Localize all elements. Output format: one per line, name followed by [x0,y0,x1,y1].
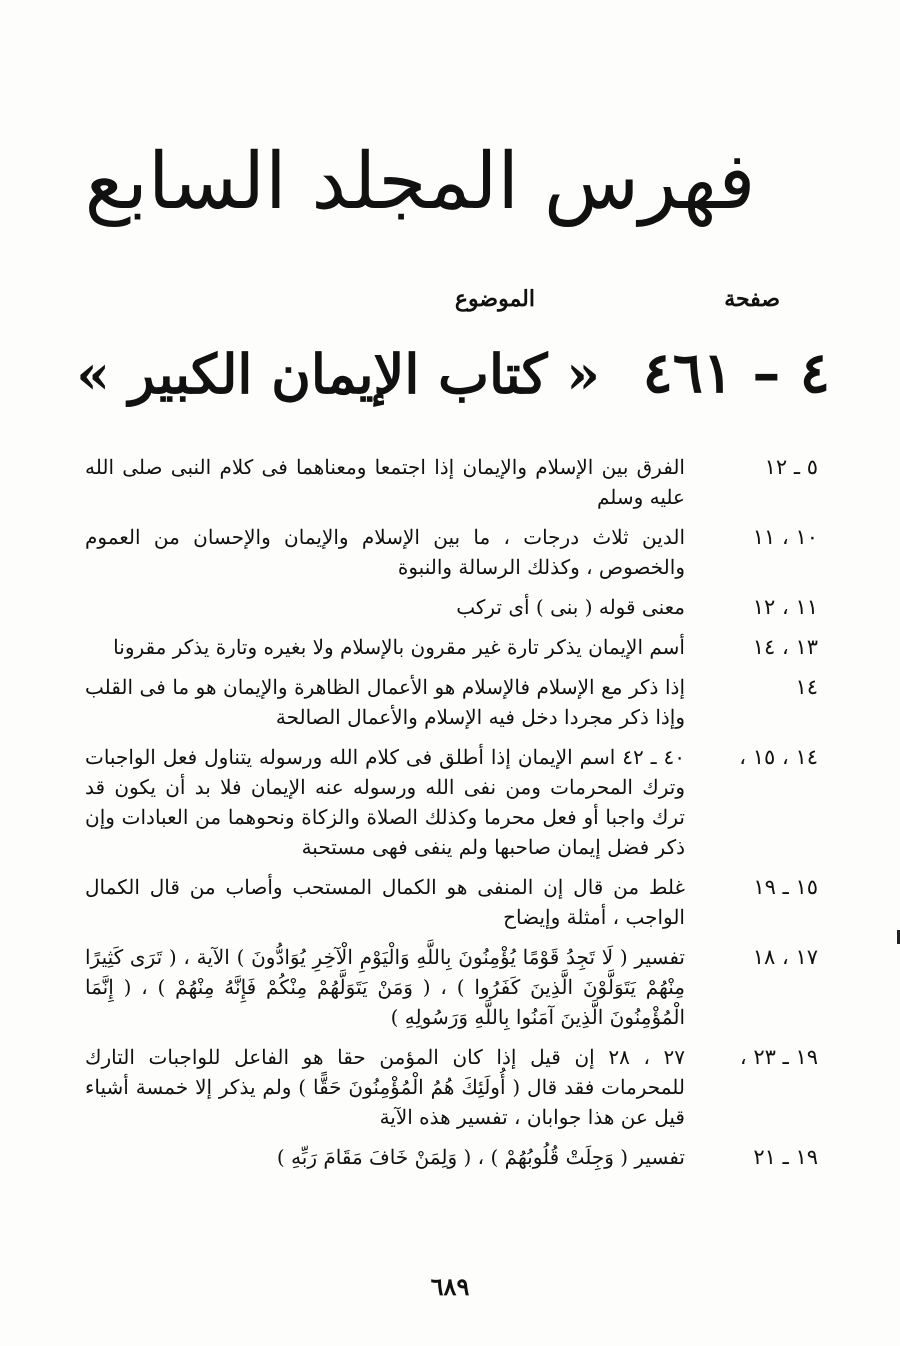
page-number: ٦٨٩ [430,1272,470,1301]
index-entry [0,452,900,512]
book-page-range: ٤ – ٤٦١ [642,340,830,406]
index-entry [0,672,900,732]
index-entry [0,872,900,932]
index-entry [0,592,900,622]
entry-pages: ١٤ ، ١٥ ، [739,745,818,769]
entry-pages: ٥ ـ ١٢ [764,455,818,479]
entry-pages: ١٩ ـ ٢٣ ، [739,1045,818,1069]
entry-topic: الدين ثلاث درجات ، ما بين الإسلام والإيمان والإحسان من العموم والخصوص ، وكذلك الرسالة والنبوة [85,525,685,579]
entry-topic: تفسير ( وَجِلَتْ قُلُوبُهُمْ ) ، ( وَلِمَنْ خَافَ مَقَامَ رَبِّهِ ) [276,1145,685,1169]
entry-pages: ١٤ [795,675,818,699]
entry-topic: غلط من قال إن المنفى هو الكمال المستحب وأصاب من قال الكمال الواجب ، أمثلة وإيضاح [85,875,685,929]
book-title: « كتاب الإيمان الكبير » [76,342,600,406]
index-entry [0,942,900,1032]
entry-topic: أسم الإيمان يذكر تارة غير مقرون بالإسلام ولا بغيره وتارة يذكر مقرونا [113,635,685,659]
index-entry [0,742,900,862]
index-entry [0,522,900,582]
index-entry [0,1042,900,1132]
entry-pages: ١٧ ، ١٨ [752,945,818,969]
entry-topic: ٤٠ ـ ٤٢ اسم الإيمان إذا أطلق فى كلام الله ورسوله يتناول فعل الواجبات وترك المحرمات ومن نفى الله ورسوله عنه الإيمان فلا بد أن يكون قد ترك واجبا أو فعل محرما وكذلك الصلاة والزكاة ونحوهما من العبادات وإن ذكر فضل إيمان صاحبها ولم ينفى فهى مستحبة [85,745,685,859]
column-header-page: صفحة [724,286,780,312]
index-entry [0,632,900,662]
index-entry [0,1142,900,1172]
entry-topic: الفرق بين الإسلام والإيمان إذا اجتمعا ومعناهما فى كلام النبى صلى الله عليه وسلم [85,455,685,509]
entry-topic: تفسير ( لَا تَجِدُ قَوْمًا يُؤْمِنُونَ بِاللَّهِ وَالْيَوْمِ الْآخِرِ يُوَادُّونَ ) الآية ، ( تَرَى كَثِيرًا مِنْهُمْ يَتَوَلَّوْنَ الَّذِينَ كَفَرُوا ) ، ( وَمَنْ يَتَوَلَّهُمْ مِنْكُمْ فَإِنَّهُ مِنْهُمْ ) ، ( إِنَّمَا الْمُؤْمِنُونَ الَّذِينَ آمَنُوا بِاللَّهِ وَرَسُولِهِ ) [85,945,685,1029]
entry-pages: ١٣ ، ١٤ [752,635,818,659]
entry-pages: ١٩ ـ ٢١ [753,1145,818,1169]
entry-topic: معنى قوله ( بنى ) أى تركب [456,595,685,619]
entry-topic: إذا ذكر مع الإسلام فالإسلام هو الأعمال الظاهرة والإيمان هو ما فى القلب وإذا ذكر مجردا دخل فيه الإسلام والأعمال الصالحة [85,675,685,729]
entry-pages: ١١ ، ١٢ [752,595,818,619]
entry-pages: ١٠ ، ١١ [752,525,818,549]
entry-topic: ٢٧ ، ٢٨ إن قيل إذا كان المؤمن حقا هو الفاعل للواجبات التارك للمحرمات فقد قال ( أُولَئِكَ هُمُ الْمُؤْمِنُونَ حَقًّا ) ولم يذكر إلا خمسة أشياء قيل عن هذا جوابان ، تفسير هذه الآية [85,1045,686,1129]
index-entries [0,452,900,1182]
entry-pages: ١٥ ـ ١٩ [753,875,818,899]
column-header-topic: الموضوع [454,286,535,312]
page-title: فهرس المجلد السابع [84,137,756,227]
